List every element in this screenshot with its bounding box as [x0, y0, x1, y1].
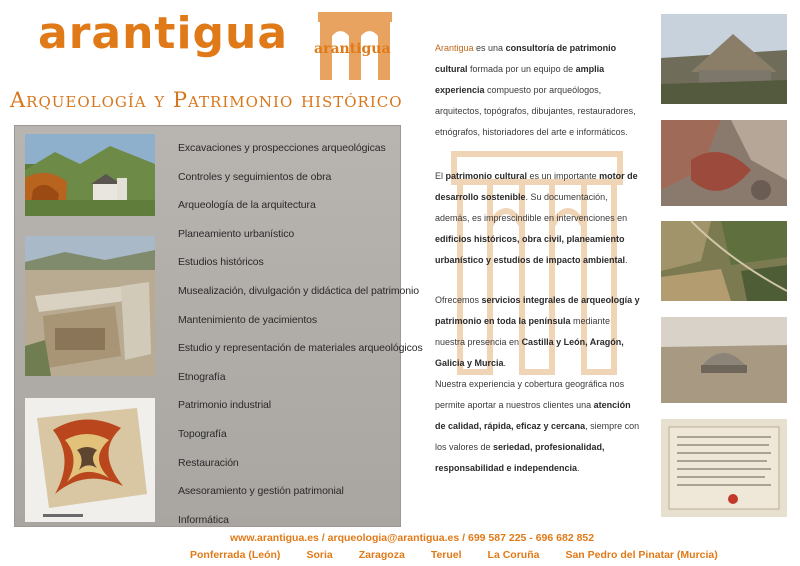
photo-aerial-fields	[661, 221, 787, 301]
office-location: Soria	[306, 549, 333, 561]
service-item: Musealización, divulgación y didáctica del patrimonio	[178, 284, 419, 297]
services-panel	[14, 125, 423, 527]
description-heritage: El patrimonio cultural es un importante motor de desarrollo sostenible. Su documentación, además, es imprescindible en intervenciones en edificios históricos, obra civil, planeamiento urbanístico y estudios de impacto ambiental.	[435, 171, 638, 265]
description-intro: Arantigua es una consultoría de patrimonio cultural formada por un equipo de amplia experiencia compuesto por arqueólogos, arquitectos, topógrafos, dibujantes, restauradores, etnógrafos, historiadores del arte e informáticos.	[435, 43, 636, 137]
service-item: Etnografía	[178, 370, 226, 383]
service-item: Estudios históricos	[178, 256, 264, 269]
service-item: Estudio y representación de materiales arqueológicos	[178, 342, 423, 355]
photo-excavation-ruins	[25, 236, 155, 376]
brand-highlight: Arantigua	[435, 43, 474, 53]
logo-text: arantigua	[314, 41, 391, 57]
service-item: Restauración	[178, 456, 239, 469]
service-item: Asesoramiento y gestión patrimonial	[178, 485, 344, 498]
services-list	[178, 136, 423, 536]
service-item: Patrimonio industrial	[178, 399, 272, 412]
service-item: Informática	[178, 513, 229, 526]
service-item: Topografía	[178, 427, 227, 440]
service-item: Arqueología de la arquitectura	[178, 199, 316, 212]
photo-thatched-hut	[661, 14, 787, 104]
photo-historic-manuscript	[661, 419, 787, 517]
tagline: Arqueología y Patrimonio histórico	[10, 88, 403, 112]
service-item: Excavaciones y prospecciones arqueológicas	[178, 142, 386, 154]
description-values: Nuestra experiencia y cobertura geográfica nos permite aportar a nuestros clientes una atención de calidad, rápida, eficaz y cercana, siempre con los valores de seriedad, profesionalidad, responsabilidad e independencia.	[435, 379, 640, 473]
office-location: Zaragoza	[358, 549, 405, 561]
photo-stone-kiln	[661, 317, 787, 403]
photo-mountain-village	[25, 134, 155, 216]
service-item: Controles y seguimientos de obra	[178, 170, 332, 183]
contact-line: www.arantigua.es / arqueologia@arantigua.es / 699 587 225 - 696 682 852	[230, 532, 595, 544]
description-services: Ofrecemos servicios integrales de arqueología y patrimonio en toda la península mediante nuestra presencia en Castilla y León, Aragón, Galicia y Murcia.	[435, 295, 640, 368]
office-location: Teruel	[430, 549, 462, 561]
service-item: Mantenimiento de yacimientos	[178, 313, 318, 326]
service-item: Planeamiento urbanístico	[178, 227, 295, 240]
office-locations	[190, 549, 718, 561]
office-location: Ponferrada (León)	[190, 549, 281, 561]
office-location: San Pedro del Pinatar (Murcia)	[565, 549, 718, 561]
photo-roman-mosaic	[25, 398, 155, 522]
office-location: La Coruña	[487, 549, 540, 561]
photo-rock-art	[661, 120, 787, 206]
brand-wordmark: arantigua	[38, 8, 289, 59]
